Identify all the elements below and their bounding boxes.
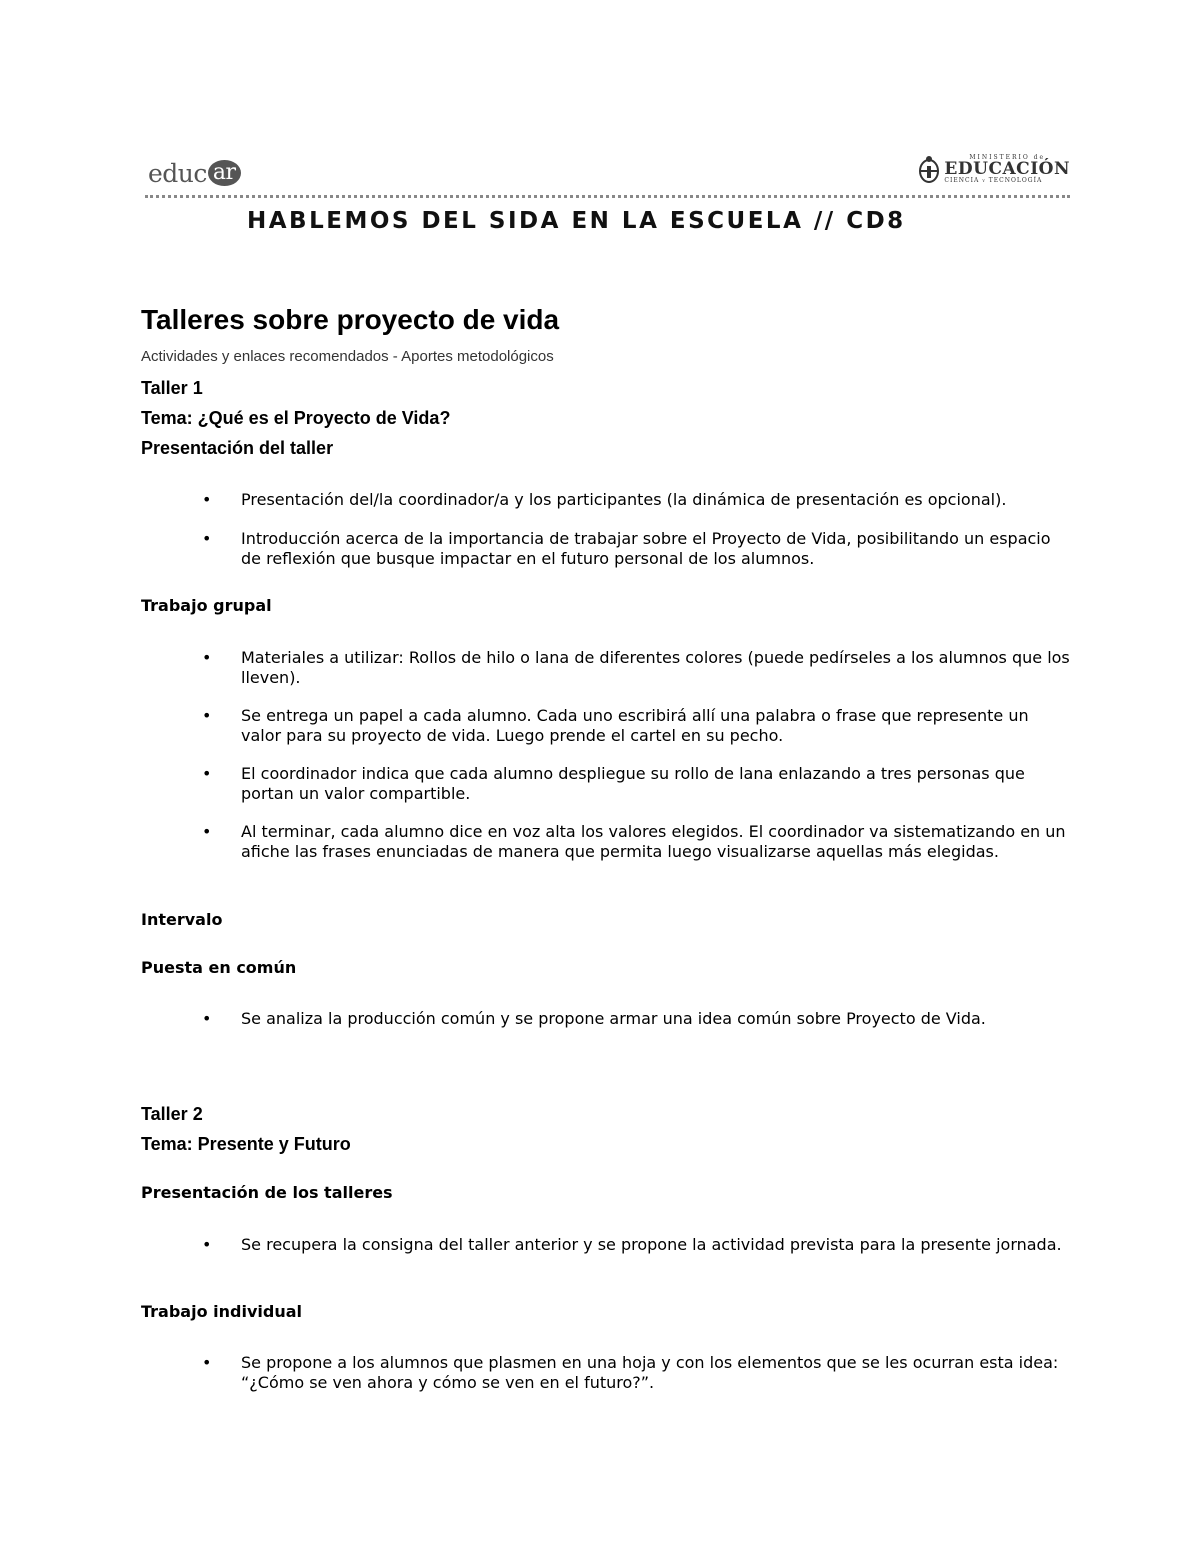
educar-logo-ar: ar xyxy=(208,160,241,186)
document-page: educ ar MINISTERIO de EDUCACIÓN CIENCIA y TECNOLOGÍA HABLEMOS DEL SIDA EN LA ESCUELA // CD8 Talleres sobre proyecto de vida Actividades y enlaces recomendados - Aportes metodológicos Taller 1 Tema: ¿Qué es el Proyecto de Vida? Presentación del taller • Presentación del/la coordinador/a y los participantes (la dinámica de presentación es opcional). • Introducción acerca de la importancia de trabajar sobre el Proyecto de Vida, posibilitando un espacio de reflexión que busque impactar en el futuro personal de los alumnos. Trabajo grupal • Materiales a utilizar: Rollos de hilo o lana de diferentes colores (puede pedírseles a los alumnos que los lleven). • Se entrega un papel a cada alumno. Cada uno escribirá allí una palabra o frase que represente un valor para su proyecto de vida. Luego prende el cartel en su pecho. • El coordinador indica que cada alumno despliegue su rollo de lana enlazando a tres personas que portan un valor compartible. • Al terminar, cada alumno dice en voz alta los valores elegidos. El coordinador va sistematizando en un afiche las frases enunciadas de manera que permita luego visualizarse aquellas más elegidas. Intervalo Puesta en común • Se analiza la producción común y se propone armar una idea común sobre Proyecto de Vida. Taller 2 Tema: Presente y Futuro Presentación de los talleres • Se recupera la consigna del taller anterior y se propone la actividad prevista para la presente jornada. Trabajo individual • Se propone a los alumnos que plasmen en una hoja y con los elementos que se les ocurran esta idea: “¿Cómo se ven ahora y cómo se ven en el futuro?”. xyxy=(0,0,1200,1553)
puesta-heading: Puesta en común xyxy=(141,958,297,977)
bullet-icon: • xyxy=(202,764,212,783)
ministerio-label: MINISTERIO de xyxy=(969,153,1046,161)
taller1-label: Taller 1 xyxy=(141,378,203,398)
educar-logo xyxy=(148,156,241,190)
taller2-label: Taller 2 xyxy=(141,1104,203,1124)
taller1-presentacion-heading: Presentación del taller xyxy=(141,438,334,458)
document-subtitle: Actividades y enlaces recomendados - Aportes metodológicos xyxy=(141,348,554,365)
ministerio-logo xyxy=(918,154,1070,184)
trabajo-grupal-heading: Trabajo grupal xyxy=(141,596,272,615)
trabajo-individual-heading: Trabajo individual xyxy=(141,1302,302,1321)
educacion-label: EDUCACIÓN xyxy=(944,158,1070,179)
ciencia-label: CIENCIA y TECNOLOGÍA xyxy=(944,176,1043,184)
bullet-icon: • xyxy=(202,706,212,725)
intervalo-heading: Intervalo xyxy=(141,910,223,929)
taller2-presentacion-heading: Presentación de los talleres xyxy=(141,1183,393,1202)
bullet-icon: • xyxy=(202,1235,212,1254)
educar-logo-text: educ xyxy=(148,158,207,188)
collection-title: HABLEMOS DEL SIDA EN LA ESCUELA // CD8 xyxy=(247,208,906,234)
coat-of-arms-icon xyxy=(918,154,940,184)
bullet-icon: • xyxy=(202,822,212,841)
bullet-icon: • xyxy=(202,648,212,667)
bullet-icon: • xyxy=(202,1353,212,1372)
bullet-icon: • xyxy=(202,529,212,548)
document-title: Talleres sobre proyecto de vida xyxy=(141,304,560,335)
page-header xyxy=(145,150,1070,250)
taller1-tema: Tema: ¿Qué es el Proyecto de Vida? xyxy=(141,408,451,428)
bullet-icon: • xyxy=(202,490,212,509)
taller2-tema: Tema: Presente y Futuro xyxy=(141,1134,351,1154)
dotted-divider xyxy=(145,195,1070,202)
bullet-icon: • xyxy=(202,1009,212,1028)
